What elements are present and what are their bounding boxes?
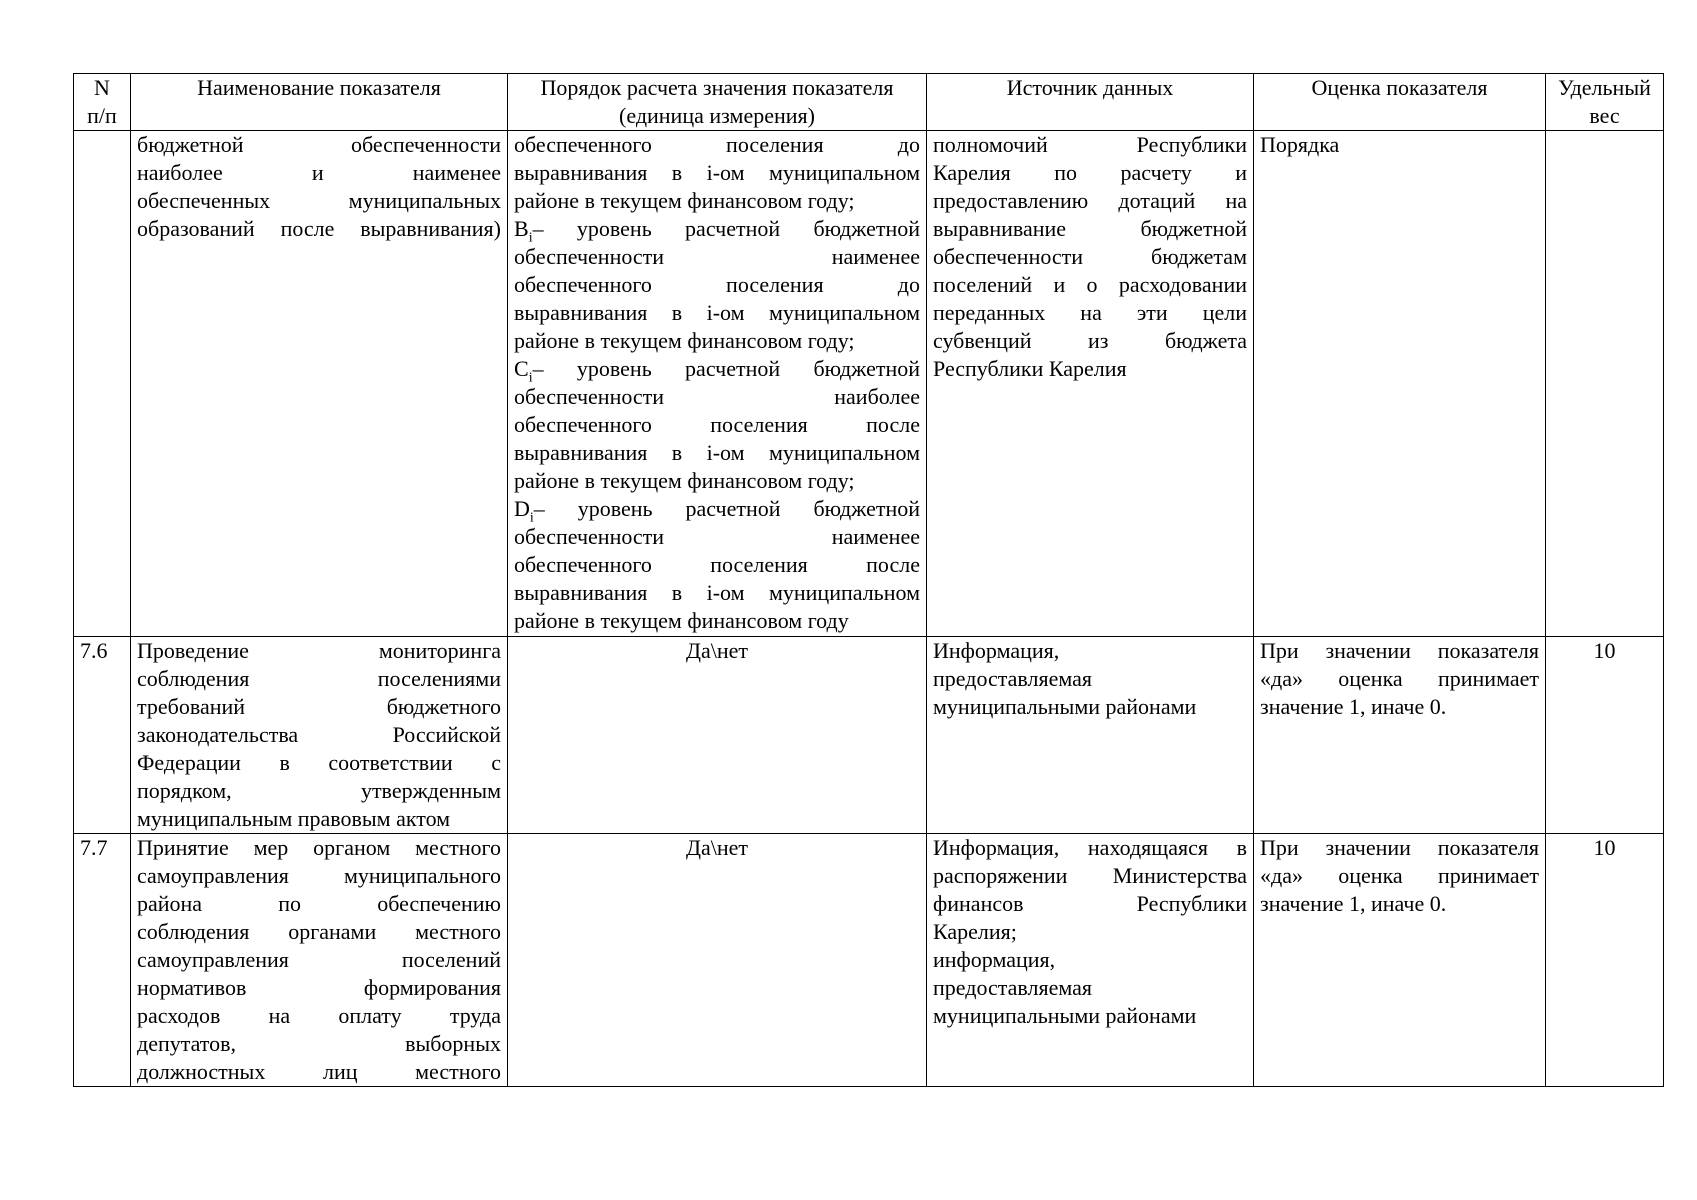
header-data-source: Источник данных [927, 74, 1254, 131]
cell-weight [1546, 131, 1664, 637]
cell-calculation-order: Да\нет [508, 637, 927, 834]
header-weight: Удельный вес [1546, 74, 1664, 131]
indicators-table [73, 73, 1664, 1087]
table-row [74, 834, 1664, 1087]
cell-data-source: полномочий Республики Карелия по расчету и предоставлению дотаций на выравнивание бюджетной обеспеченности бюджетам поселений и о расходовании переданных на эти цели субвенций из бюджета Республики Карелия [927, 131, 1254, 637]
cell-indicator-name: Принятие мер органом местного самоуправления муниципального района по обеспечению соблюдения органами местного самоуправления поселений нормативов формирования расходов на оплату труда депутатов, выборных должностных лиц местного [131, 834, 508, 1087]
header-calculation-order: Порядок расчета значения показателя (единица измерения) [508, 74, 927, 131]
cell-evaluation: Порядка [1254, 131, 1546, 637]
header-indicator-name: Наименование показателя [131, 74, 508, 131]
cell-number [74, 131, 131, 637]
cell-weight: 10 [1546, 834, 1664, 1087]
cell-data-source: Информация, предоставляемая муниципальными районами [927, 637, 1254, 834]
cell-number: 7.7 [74, 834, 131, 1087]
cell-number: 7.6 [74, 637, 131, 834]
cell-calculation-order: обеспеченного поселения до выравнивания в i-ом муниципальном районе в текущем финансовом году; $B_i-$ уровень расчетной бюджетной обеспеченности наименее обеспеченного поселения до выравнивания в i-ом муниципальном районе в текущем финансовом году; $C_i-$ уровень расчетной бюджетной обеспеченности наиболее обеспеченного поселения после выравнивания в i-ом муниципальном районе в текущем финансовом году; $D_i-$ уровень расчетной бюджетной обеспеченности наименее обеспеченного поселения после выравнивания в i-ом муниципальном районе в текущем финансовом году [508, 131, 927, 637]
cell-evaluation: При значении показателя «да» оценка принимает значение 1, иначе 0. [1254, 637, 1546, 834]
header-number: N п/п [74, 74, 131, 131]
table-header-row [74, 74, 1664, 131]
table-row [74, 637, 1664, 834]
cell-indicator-name: бюджетной обеспеченности наиболее и наименее обеспеченных муниципальных образований после выравнивания) [131, 131, 508, 637]
cell-weight: 10 [1546, 637, 1664, 834]
cell-calculation-order: Да\нет [508, 834, 927, 1087]
cell-data-source: Информация, находящаяся в распоряжении Министерства финансов Республики Карелия; информация, предоставляемая муниципальными районами [927, 834, 1254, 1087]
document-page [73, 73, 1663, 1087]
header-evaluation: Оценка показателя [1254, 74, 1546, 131]
table-row [74, 131, 1664, 637]
cell-indicator-name: Проведение мониторинга соблюдения поселениями требований бюджетного законодательства Российской Федерации в соответствии с порядком, утвержденным муниципальным правовым актом [131, 637, 508, 834]
cell-evaluation: При значении показателя «да» оценка принимает значение 1, иначе 0. [1254, 834, 1546, 1087]
